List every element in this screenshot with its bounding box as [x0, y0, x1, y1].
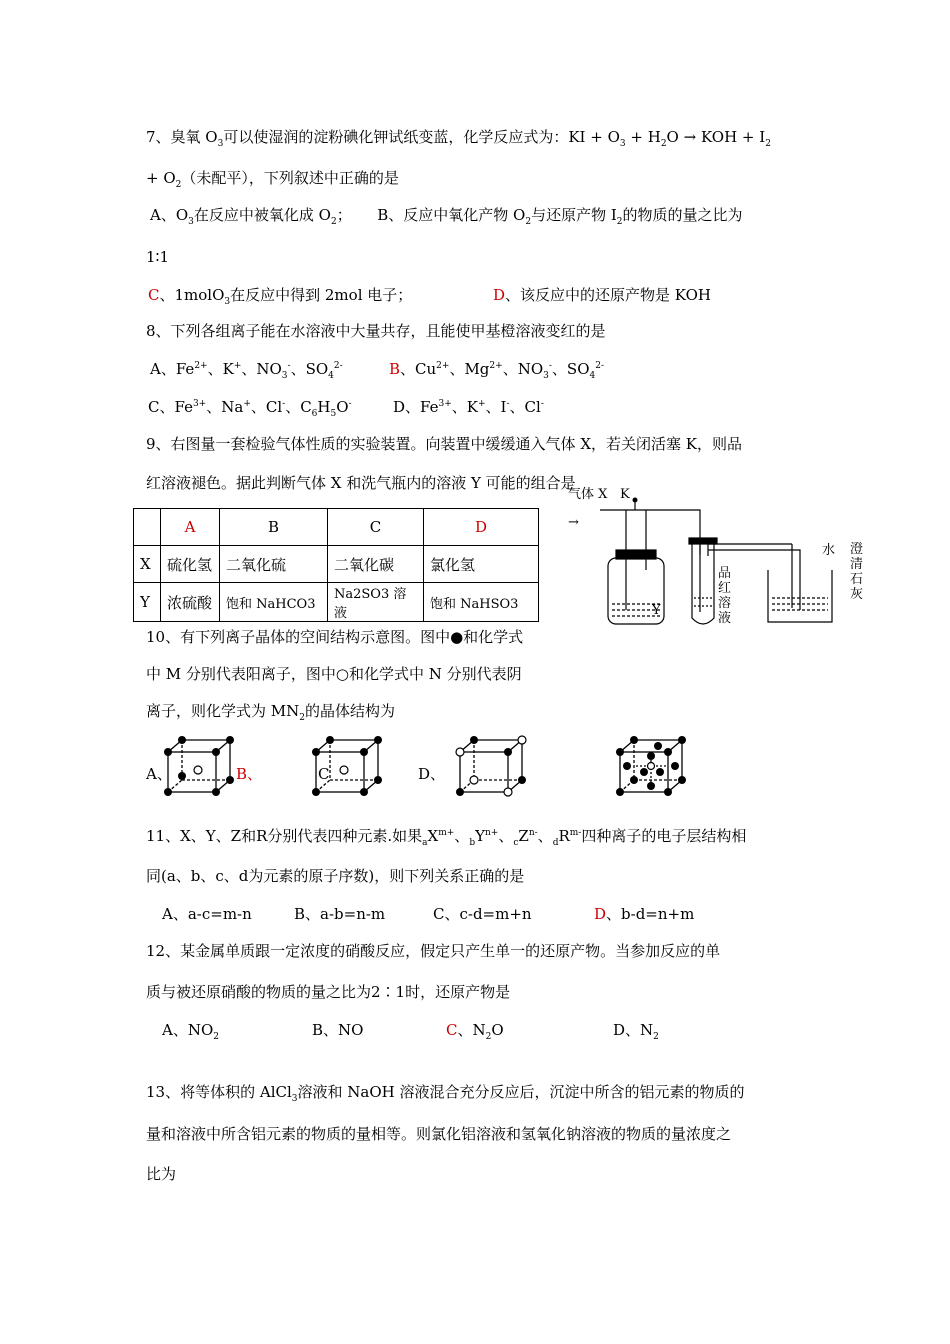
q12-option-a: A、$NO_2$ — [162, 1021, 219, 1042]
table-cell: 浓硫酸 — [161, 583, 220, 622]
q10-option-b-label: B、 — [236, 765, 263, 783]
table-row — [134, 546, 539, 583]
q7-option-d: D、该反应中的还原产物是 KOH — [493, 286, 711, 304]
q12-option-b: B、NO — [312, 1021, 364, 1039]
q11-option-c: C、c-d=m+n — [433, 905, 532, 923]
q12-option-c: C、$N_2O$ — [446, 1021, 504, 1042]
q9-line2: 红溶液褪色。据此判断气体 X 和洗气瓶内的溶液 Y 可能的组合是 — [146, 474, 576, 492]
q8-option-c: C、$Fe^{3+}$、Na+、Cl-、$C_6H_5O^-$ — [148, 398, 352, 419]
table-row — [134, 583, 539, 622]
q8-option-d: D、$Fe^{3+}$、K+、I-、Cl- — [393, 398, 544, 416]
table-cell: 二氧化碳 — [328, 546, 424, 583]
q7-line2: + $O_2$（未配平），下列叙述中正确的是 — [146, 169, 399, 190]
q11-line2: 同(a、b、c、d为元素的原子序数)，则下列关系正确的是 — [146, 867, 525, 885]
q8-stem: 8、下列各组离子能在水溶液中大量共存，且能使甲基橙溶液变红的是 — [146, 322, 606, 340]
inflow-arrow: → — [568, 515, 579, 530]
q12-option-d: D、$N_2$ — [613, 1021, 659, 1042]
q7-option-ab: A、$O_3$在反应中被氧化成 $O_2$； B、反应中氧化产物 $O_2$与还原产物 $I_2$的物质的量之比为 — [150, 206, 743, 227]
table-header: B — [220, 509, 328, 546]
q8-option-a: A、$Fe^{2+}$、K+、$NO_3^-$、$SO_4^{2-}$ — [150, 360, 343, 381]
q10-option-a-label: A、 — [146, 765, 172, 783]
crystal-structure-a — [160, 732, 240, 798]
crystal-structure-fcc — [612, 732, 692, 798]
table-header: A — [161, 509, 220, 546]
table-header-row — [134, 509, 539, 546]
q10-line3: 离子，则化学式为 $MN_2$的晶体结构为 — [146, 702, 396, 723]
table-cell: 硫化氢 — [161, 546, 220, 583]
pinhong-solution-label: 品红溶液 — [718, 566, 732, 626]
q7-option-c: C、1molO$_3$在反应中得到 2mol 电子； — [148, 286, 413, 307]
crystal-structure-d — [452, 732, 532, 798]
table-cell: 饱和 NaHSO3 — [424, 583, 539, 622]
q7-ratio: 1∶1 — [146, 248, 169, 266]
solution-y-label: Y — [652, 603, 661, 618]
table-cell: Na2SO3 溶液 — [328, 583, 424, 622]
q10-line1: 10、有下列离子晶体的空间结构示意图。图中●和化学式 — [146, 628, 524, 646]
table-cell: 二氧化硫 — [220, 546, 328, 583]
table-cell: 饱和 NaHCO3 — [220, 583, 328, 622]
q9-line1: 9、右图量一套检验气体性质的实验装置。向装置中缓缓通入气体 X，若关闭活塞 K，则品 — [146, 435, 742, 453]
table-header: D — [424, 509, 539, 546]
q13-line3: 比为 — [146, 1165, 177, 1183]
row-label: Y — [134, 583, 161, 622]
table-cell: 氯化氢 — [424, 546, 539, 583]
q11-option-d: D、b-d=n+m — [594, 905, 695, 923]
limewater-label: 澄清石灰 — [850, 542, 864, 602]
q11-line1: 11、X、Y、Z和R分别代表四种元素.如果$_aX^{m+}$、$_bY^{n+}$、$_cZ^{n-}$、$_dR^{m-}$四种离子的电子层结构相 — [146, 827, 747, 848]
q7-line1: 7、臭氧 $O_3$可以使湿润的淀粉碘化钾试纸变蓝，化学反应式为：KI + $O_3 + H_2O$ → KOH + $I_2$ — [146, 128, 771, 149]
valve-k-label: K — [620, 487, 630, 502]
q8-option-b: B、$Cu^{2+}$、$Mg^{2+}$、$NO_3^-$、$SO_4^{2-}$ — [389, 360, 605, 381]
q10-line2: 中 M 分别代表阳离子，图中○和化学式中 N 分别代表阴 — [146, 665, 522, 683]
q10-option-c-label: C — [318, 765, 330, 783]
q11-option-a: A、a-c=m-n — [162, 905, 252, 923]
q11-option-b: B、a-b=n-m — [294, 905, 386, 923]
q12-line2: 质与被还原硝酸的物质的量之比为2∶1时，还原产物是 — [146, 983, 511, 1001]
q13-line1: 13、将等体积的 AlCl$_3$溶液和 NaOH 溶液混合充分反应后，沉淀中所含的铝元素的物质的 — [146, 1083, 745, 1104]
q10-option-d-label: D、 — [418, 765, 446, 783]
water-label: 水 — [822, 543, 836, 558]
table-header: C — [328, 509, 424, 546]
q13-line2: 量和溶液中所含铝元素的物质的量相等。则氯化铝溶液和氢氧化钠溶液的物质的量浓度之 — [146, 1125, 732, 1143]
row-label: X — [134, 546, 161, 583]
q9-table — [133, 508, 539, 622]
gas-x-label: 气体 X — [568, 487, 608, 502]
q12-line1: 12、某金属单质跟一定浓度的硝酸反应，假定只产生单一的还原产物。当参加反应的单 — [146, 942, 721, 960]
